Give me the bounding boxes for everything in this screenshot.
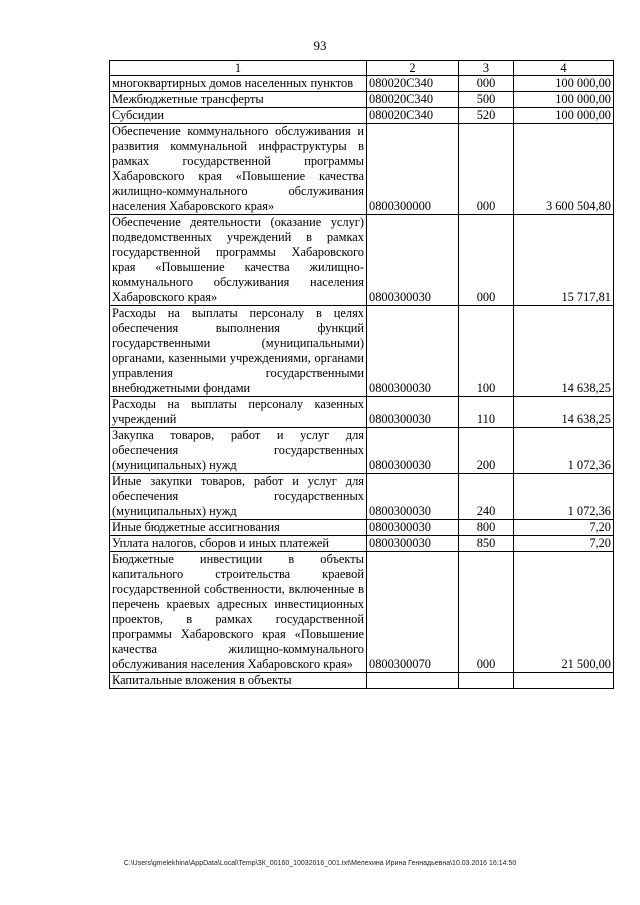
row-name: Расходы на выплаты персоналу в целях обеспечения выполнения функций государственными (муниципальными) органами, казенными учреждениями, органами управления государственными внебюджетными фондами [110,306,367,397]
row-vr: 520 [459,108,514,124]
row-vr [459,673,514,689]
table-row [110,474,614,520]
table-row [110,536,614,552]
row-vr: 500 [459,92,514,108]
row-vr: 850 [459,536,514,552]
row-vr: 110 [459,397,514,428]
file-path-footer: C:\Users\gmelekhina\AppData\Local\Temp\ЗК_00160_10032016_001.txt\Мелехина Ирина Геннадьевна\10.03.2016 16:14:50 [123,860,517,867]
row-vr: 000 [459,124,514,215]
table-row [110,428,614,474]
table-row [110,397,614,428]
row-code: 0800300030 [367,397,459,428]
row-code: 0800300030 [367,428,459,474]
row-amount: 100 000,00 [514,92,614,108]
table-row [110,76,614,92]
row-code: 0800300030 [367,536,459,552]
row-name: Бюджетные инвестиции в объекты капитального строительства краевой государственной собственности, включенные в перечень краевых адресных инвестиционных проектов, в рамках государственной программы Хабаровского края «Повышение качества жилищно-коммунального обслуживания населения Хабаровского края» [110,552,367,673]
row-name: Межбюджетные трансферты [110,92,367,108]
row-name: Уплата налогов, сборов и иных платежей [110,536,367,552]
row-amount: 14 638,25 [514,397,614,428]
row-name: Иные бюджетные ассигнования [110,520,367,536]
row-name: Субсидии [110,108,367,124]
row-name: Обеспечение деятельности (оказание услуг) подведомственных учреждений в рамках государственной программы Хабаровского края «Повышение качества жилищно-коммунального обслуживания населения Хабаровского края» [110,215,367,306]
row-vr: 200 [459,428,514,474]
row-code: 0800300000 [367,124,459,215]
table-header-row [110,61,614,76]
row-name: многоквартирных домов населенных пунктов [110,76,367,92]
page-number: 93 [313,38,327,53]
row-amount: 100 000,00 [514,108,614,124]
row-vr: 000 [459,76,514,92]
row-amount [514,673,614,689]
row-code: 080020С340 [367,108,459,124]
row-name: Капитальные вложения в объекты [110,673,367,689]
row-vr: 800 [459,520,514,536]
header-col-2: 2 [367,61,459,76]
row-code: 0800300030 [367,520,459,536]
table-row [110,215,614,306]
row-vr: 000 [459,552,514,673]
row-amount: 100 000,00 [514,76,614,92]
row-code: 0800300030 [367,474,459,520]
table-row [110,92,614,108]
row-vr: 100 [459,306,514,397]
row-name: Закупка товаров, работ и услуг для обеспечения государственных (муниципальных) нужд [110,428,367,474]
row-code: 0800300030 [367,215,459,306]
table-row [110,552,614,673]
row-code: 080020С340 [367,92,459,108]
row-amount: 7,20 [514,536,614,552]
table-row [110,306,614,397]
row-name: Обеспечение коммунального обслуживания и развития коммунальной инфраструктуры в рамках государственной программы Хабаровского края «Повышение качества жилищно-коммунального обслуживания населения Хабаровского края» [110,124,367,215]
row-vr: 000 [459,215,514,306]
table-row [110,673,614,689]
row-code: 0800300030 [367,306,459,397]
row-amount: 21 500,00 [514,552,614,673]
row-name: Расходы на выплаты персоналу казенных учреждений [110,397,367,428]
row-amount: 1 072,36 [514,474,614,520]
row-amount: 14 638,25 [514,306,614,397]
row-code: 080020С340 [367,76,459,92]
row-amount: 1 072,36 [514,428,614,474]
row-amount: 15 717,81 [514,215,614,306]
row-amount: 7,20 [514,520,614,536]
table-row [110,124,614,215]
row-code [367,673,459,689]
header-col-1: 1 [110,61,367,76]
row-amount: 3 600 504,80 [514,124,614,215]
table-row [110,520,614,536]
header-col-4: 4 [514,61,614,76]
row-vr: 240 [459,474,514,520]
table-row [110,108,614,124]
row-code: 0800300070 [367,552,459,673]
header-col-3: 3 [459,61,514,76]
row-name: Иные закупки товаров, работ и услуг для обеспечения государственных (муниципальных) нужд [110,474,367,520]
budget-table [109,60,614,689]
